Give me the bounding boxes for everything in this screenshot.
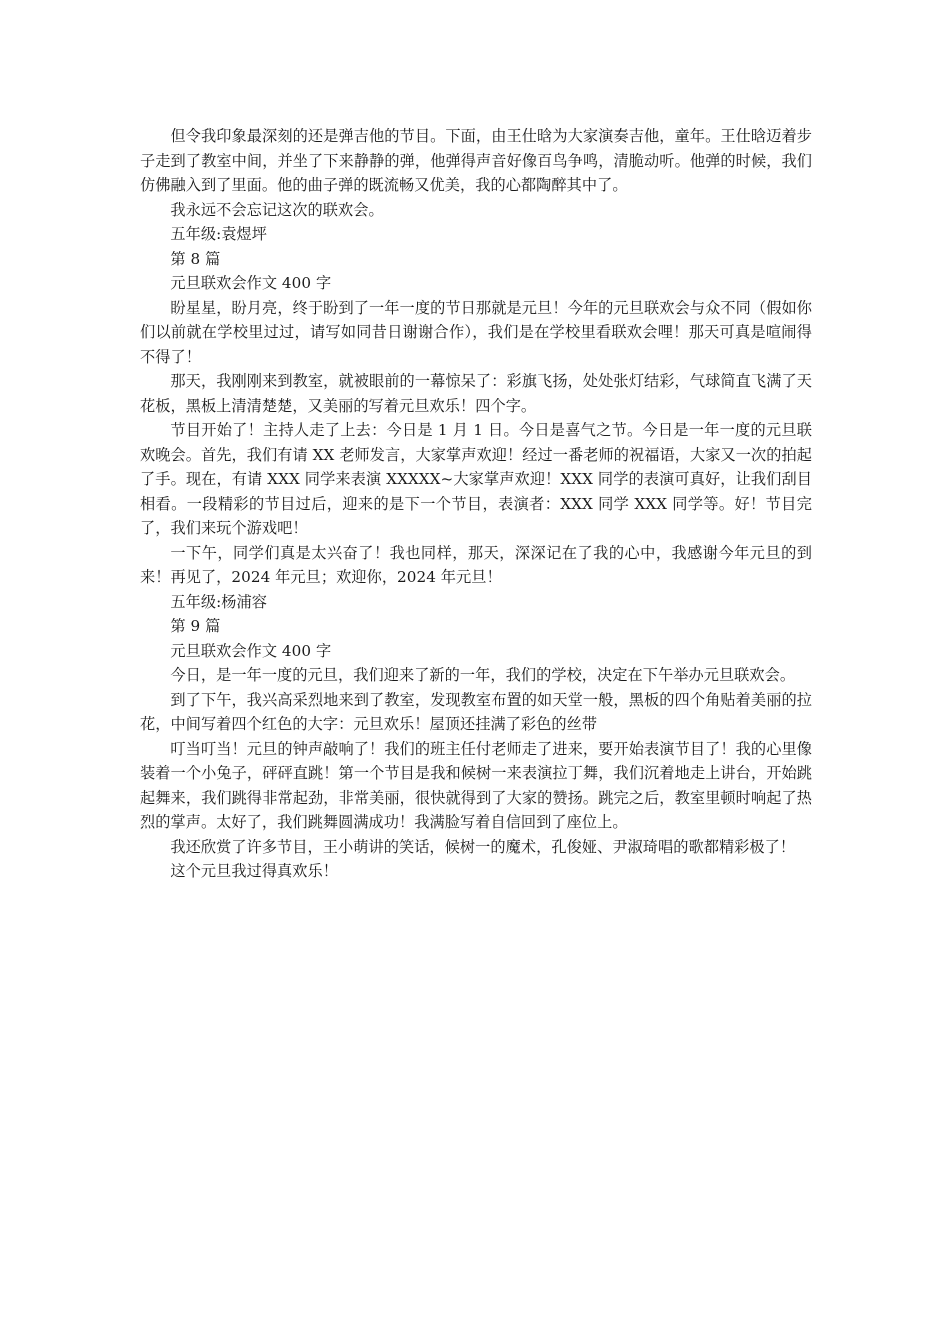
paragraph-afternoon: 一下午，同学们真是太兴奋了！我也同样，那天，深深记在了我的心中，我感谢今年元旦的到来！再见了，2024 年元旦；欢迎你，2024 年元旦！ [140,543,812,586]
section-number: 第 8 篇 [170,249,221,268]
paragraph-decorations: 到了下午，我兴高采烈地来到了教室，发现教室布置的如天堂一般，黑板的四个角贴着美丽的拉花，中间写着四个红色的大字：元旦欢乐！屋顶还挂满了彩色的丝带 [140,690,812,733]
paragraph-conclusion: 这个元旦我过得真欢乐！ [170,862,339,880]
paragraph-new-year: 今日，是一年一度的元旦，我们迎来了新的一年，我们的学校，决定在下午举办元旦联欢会。 [170,666,796,684]
paragraph-dance: 叮当叮当！元旦的钟声敲响了！我们的班主任付老师走了进来，要开始表演节目了！我的心里像装着一个小兔子，砰砰直跳！第一个节目是我和候树一来表演拉丁舞，我们沉着地走上讲台，开始跳起舞来，我们跳得非常起劲，非常美丽，很快就得到了大家的赞扬。跳完之后，教室里顿时响起了热烈的掌声。太好了，我们跳舞圆满成功！我满脸写着自信回到了座位上。 [140,739,812,831]
paragraph-guitar-performance: 但令我印象最深刻的还是弹吉他的节目。下面，由王仕晗为大家演奏吉他，童年。王仕晗迈着步子走到了教室中间，并坐了下来静静的弹，他弹得声音好像百鸟争鸣，清脆动听。他弹的时候，我们仿佛融入到了里面。他的曲子弹的既流畅又优美，我的心都陶醉其中了。 [140,127,812,194]
paragraph-never-forget: 我永远不会忘记这次的联欢会。 [170,200,384,219]
paragraph-classroom: 那天，我刚刚来到教室，就被眼前的一幕惊呆了：彩旗飞扬，处处张灯结彩，气球简直飞满了天花板，黑板上清清楚楚，又美丽的写着元旦欢乐！四个字。 [140,372,812,415]
author-line: 五年级:袁煜坪 [170,225,267,243]
paragraph-other-programs: 我还欣赏了许多节目，王小萌讲的笑话，候树一的魔术，孔俊娅、尹淑琦唱的歌都精彩极了！ [170,837,796,856]
section-title: 元旦联欢会作文 400 字 [170,641,332,660]
paragraph-intro: 盼星星，盼月亮，终于盼到了一年一度的节日那就是元旦！今年的元旦联欢会与众不同（假如你们以前就在学校里过过，请写如同昔日谢谢合作），我们是在学校里看联欢会哩！那天可真是喧闹得不得了！ [140,298,812,366]
section-number: 第 9 篇 [170,617,221,635]
paragraph-program-start: 节目开始了！主持人走了上去：今日是 1 月 1 日。今日是喜气之节。今日是一年一度的元旦联欢晚会。首先，我们有请 XX 老师发言，大家掌声欢迎！经过一番老师的祝福语，大家又一次的拍起了手。现在，有请 XXX 同学来表演 XXXXX~大家掌声欢迎！XXX 同学的表演可真好，让我们刮目相看。一段精彩的节目过后，迎来的是下一个节目，表演者：XXX 同学 XXX 同学等。好！节目完了，我们来玩个游戏吧！ [140,421,812,537]
section-title: 元旦联欢会作文 400 字 [170,274,332,292]
author-line: 五年级:杨浦容 [170,592,267,611]
document-page [140,124,812,884]
